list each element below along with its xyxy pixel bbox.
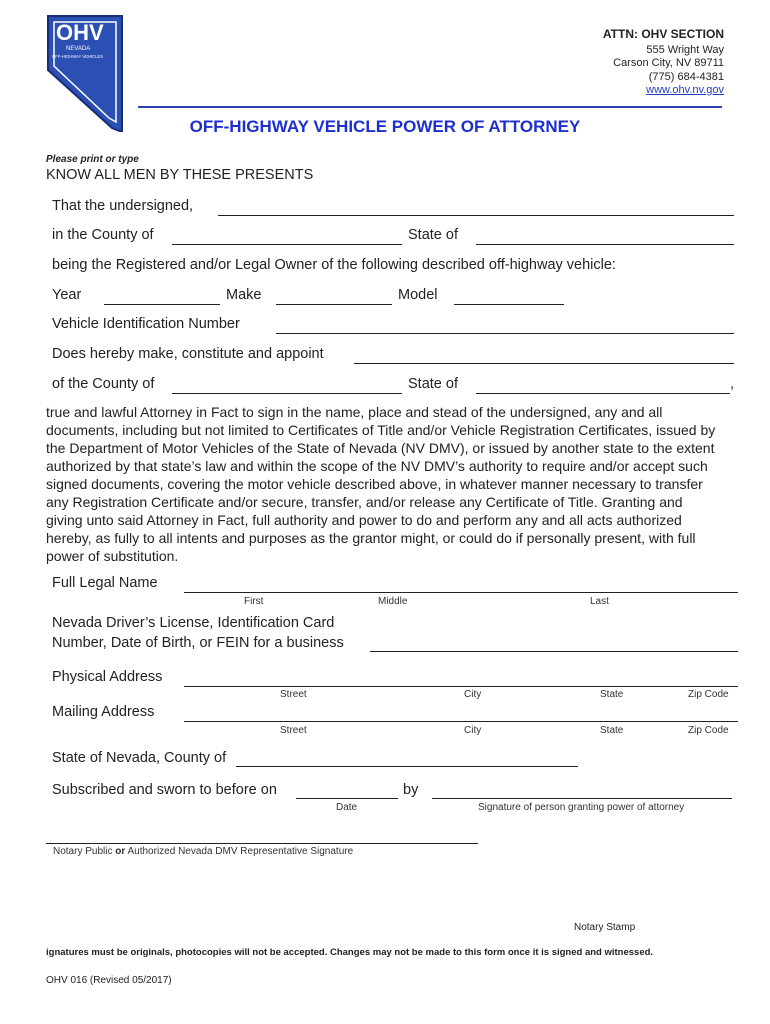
model-field[interactable] [454,304,564,305]
attorney-state-field[interactable] [476,393,730,394]
authorization-paragraph: true and lawful Attorney in Fact to sign in the name, place and stead of the undersigned, any and all documents, including but not limited to Certificates of Title and/or Vehicle Registration Certificates, issued by the Department of Motor Vehicles of the State of Nevada (NV DMV), or issued by another state to the extent authorized by that state’s law and within the scope of the NV DMV’s authority to require and/or accept such signed documents, covering the motor vehicle described above, in whatever manner necessary to transfer any Registration Certificate and/or secure, transfer, and/or release any Certificate of Title. Granting and giving unto said Attorney in Fact, full authority and power to do and perform any and all acts authorized hereby, as fully to all intents and purposes as the grantor might, or could do if personally present, with full power of substitution. [46,404,716,564]
attorney-county-field[interactable] [172,393,402,394]
make-field[interactable] [276,304,392,305]
by-label: by [403,782,419,798]
last-name-caption: Last [590,596,609,607]
header-rule [138,106,722,108]
physical-address-field[interactable] [184,686,738,687]
logo-subtitle-state: NEVADA [66,46,91,52]
comma: , [730,376,735,392]
physical-zip-caption: Zip Code [688,689,729,700]
county-label: in the County of [52,227,154,243]
license-label-line2: Number, Date of Birth, or FEIN for a business [52,635,344,651]
vin-label: Vehicle Identification Number [52,316,240,332]
mailing-city-caption: City [464,725,482,736]
undersigned-label: That the undersigned, [52,198,194,214]
physical-address-label: Physical Address [52,669,163,685]
physical-state-caption: State [600,689,624,700]
date-caption: Date [336,802,358,813]
notary-caption-or: or [115,846,126,857]
notary-caption-part1: Notary Public [53,846,116,857]
intro-heading: KNOW ALL MEN BY THESE PRESENTS [46,167,314,183]
license-label-line1: Nevada Driver’s License, Identification Card [52,615,335,631]
physical-street-caption: Street [280,689,307,700]
website-link[interactable]: www.ohv.nv.gov [646,84,724,96]
middle-name-caption: Middle [378,596,408,607]
logo-subtitle: OFF-HIGHWAY VEHICLES [52,54,104,59]
attorney-field[interactable] [354,363,734,364]
form-title: OFF-HIGHWAY VEHICLE POWER OF ATTORNEY [189,117,581,136]
logo-text: OHV [56,20,104,45]
form-revision: OHV 016 (Revised 05/2017) [46,975,172,986]
address-street: 555 Wright Way [646,43,724,56]
nevada-county-label: State of Nevada, County of [52,750,227,766]
mailing-state-caption: State [600,725,624,736]
owner-statement: being the Registered and/or Legal Owner of the following described off-highway vehicle: [52,257,616,273]
originals-warning: ignatures must be originals, photocopies will not be accepted. Changes may not be made to this form once it is signed and witnessed. [46,947,654,958]
notary-signature-field[interactable] [46,843,478,844]
model-label: Model [398,287,438,303]
sworn-label: Subscribed and sworn to before on [52,782,277,798]
nevada-county-field[interactable] [236,766,578,767]
year-label: Year [52,287,82,303]
nevada-ohv-logo [46,14,126,132]
signature-caption: Signature of person granting power of attorney [478,802,685,813]
notary-caption-part2: Authorized Nevada DMV Representative Signature [125,846,354,857]
state-field[interactable] [476,244,734,245]
address-block [603,28,724,98]
vin-field[interactable] [276,333,734,334]
sworn-date-field[interactable] [296,798,398,799]
address-phone: (775) 684-4381 [648,70,724,83]
mailing-address-field[interactable] [184,721,738,722]
county-field[interactable] [172,244,402,245]
full-name-label: Full Legal Name [52,575,158,591]
attn-heading: ATTN: OHV SECTION [602,27,724,41]
license-field[interactable] [370,651,738,652]
attorney-county-label: of the County of [52,376,155,392]
mailing-zip-caption: Zip Code [688,725,729,736]
print-instruction: Please print or type [46,154,139,165]
grantor-signature-field[interactable] [432,798,732,799]
mailing-street-caption: Street [280,725,307,736]
full-name-field[interactable] [184,592,738,593]
notary-caption [53,846,353,857]
notary-stamp-label: Notary Stamp [574,922,636,933]
appoint-label: Does hereby make, constitute and appoint [52,346,324,362]
make-label: Make [226,287,262,303]
mailing-address-label: Mailing Address [52,704,155,720]
address-city: Carson City, NV 89711 [613,57,724,69]
physical-city-caption: City [464,689,482,700]
year-field[interactable] [104,304,220,305]
first-name-caption: First [244,596,264,607]
undersigned-field[interactable] [218,215,734,216]
attorney-state-label: State of [408,376,458,392]
state-label: State of [408,227,458,243]
